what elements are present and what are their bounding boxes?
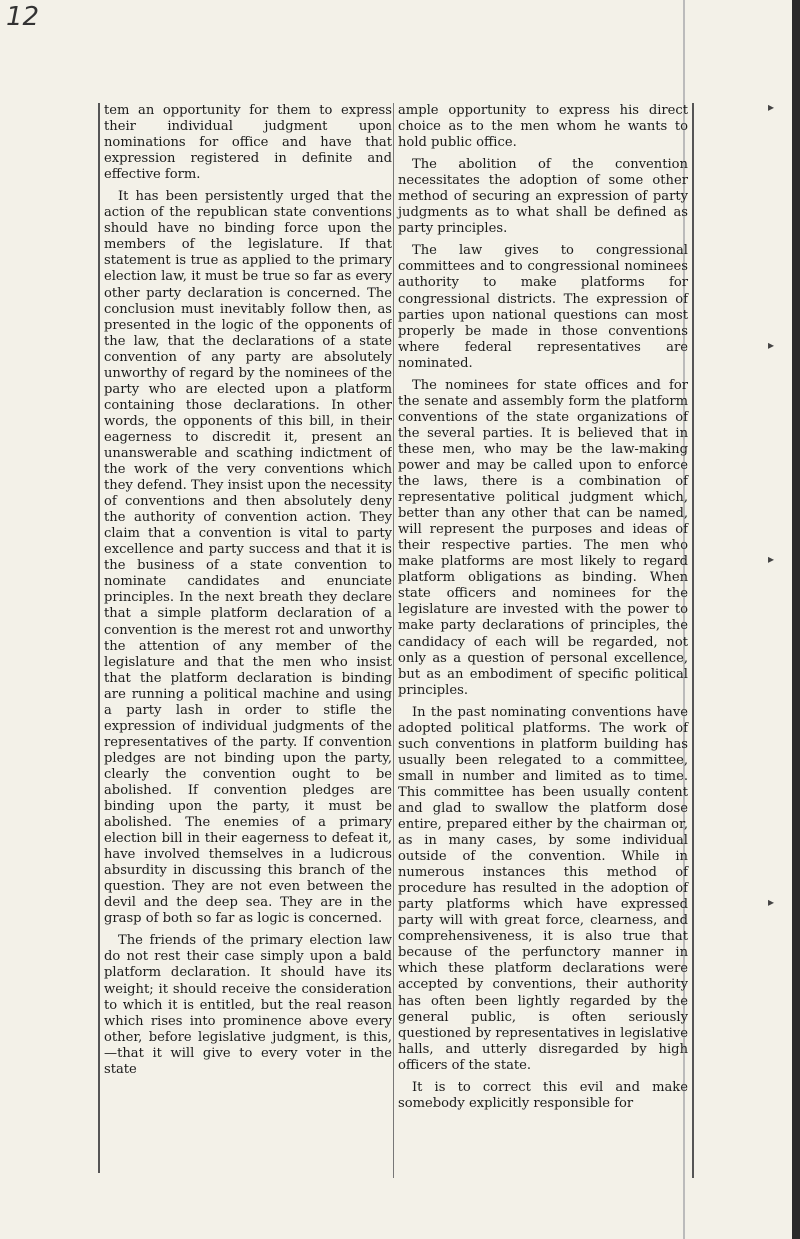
paragraph: ample opportunity to express his direct choice as to the men whom he wants to hold public office. <box>398 103 688 151</box>
margin-mark-icon: ▸ <box>767 338 774 352</box>
paragraph: It has been persistently urged that the action of the republican state conventions should have no binding force upon the members of the legislature. If that statement is true as applied to the primary election law, it must be true so far as every other party declaration is concerned. The conclusion must inevitably follow then, as presented in the logic of the opponents of the law, that the declarations of a state convention of any party are absolutely unworthy of regard by the nominees of the party who are elected upon a platform containing those declarations. In other words, the opponents of this bill, in their eagerness to discredit it, present an unanswerable and scathing indictment of the work of the very conventions which they defend. They insist upon the necessity of conventions and then absolutely deny the authority of convention action. They claim that a convention is vital to party excellence and party success and that it is the business of a state convention to nominate candidates and enunciate principles. In the next breath they declare that a simple platform declaration of a convention is the merest rot and unworthy the attention of any member of the legislature and that the men who insist that the platform declaration is binding are running a political machine and using a party lash in order to stifle the expression of individual judgments of the representatives of the party. If convention pledges are not binding upon the party, clearly the convention ought to be abolished. If convention pledges are binding upon the party, it must be abolished. The enemies of a primary election bill in their eagerness to defeat it, have involved themselves in a ludicrous absurdity in discussing this branch of the question. They are not even between the devil and the deep sea. They are in the grasp of both so far as logic is concerned. <box>104 189 392 927</box>
margin-mark-icon: ▸ <box>767 100 774 114</box>
paragraph: The friends of the primary election law do not rest their case simply upon a bald platform declaration. It should have its weight; it should receive the consideration to which it is entitled, but the real reason which rises into prominence above every other, before legislative judgment, is this,—that it will give to every voter in the state <box>104 933 392 1077</box>
page-edge <box>792 0 800 1239</box>
right-column <box>393 103 694 1178</box>
paragraph: tem an opportunity for them to express their individual judgment upon nominations for office and have that expression registered in definite and effective form. <box>104 103 392 183</box>
paragraph: The abolition of the convention necessitates the adoption of some other method of securing an expression of party judgments as to what shall be defined as party principles. <box>398 157 688 237</box>
paragraph: The nominees for state offices and for the senate and assembly form the platform conventions of the state organizations of the several parties. It is believed that in these men, who may be the law-making power and may be called upon to enforce the laws, there is a combination of representative political judgment which, better than any other that can be named, will represent the purposes and ideas of their respective parties. The men who make platforms are most likely to regard platform obligations as binding. When state officers and nominees for the legislature are invested with the power to make party declarations of principles, the candidacy of each will be regarded, not only as a question of personal excellence, but as an embodiment of specific political principles. <box>398 377 688 698</box>
margin-mark-icon: ▸ <box>767 895 774 909</box>
paragraph: The law gives to congressional committees and to congressional nominees authority to make platforms for congressional districts. The expression of parties upon national questions can most properly be made in those conventions where federal representatives are nominated. <box>398 243 688 371</box>
margin-mark-icon: ▸ <box>767 552 774 566</box>
page-number: 12 <box>6 2 40 32</box>
paragraph: It is to correct this evil and make somebody explicitly responsible for <box>398 1079 688 1111</box>
left-column <box>98 103 392 1173</box>
paragraph: In the past nominating conventions have adopted political platforms. The work of such conventions in platform building has usually been relegated to a committee, small in number and limited as to time. This committee has been usually content and glad to swallow the platform dose entire, prepared either by the chairman or, as in many cases, by some individual outside of the convention. While in numerous instances this method of procedure has resulted in the adoption of party platforms which have expressed party will with great force, clearness, and comprehensiveness, it is also true that because of the perfunctory manner in which these platform declarations were accepted by conventions, their authority has often been lightly regarded by the general public, is often seriously questioned by representatives in legislative halls, and utterly disregarded by high officers of the state. <box>398 704 688 1073</box>
